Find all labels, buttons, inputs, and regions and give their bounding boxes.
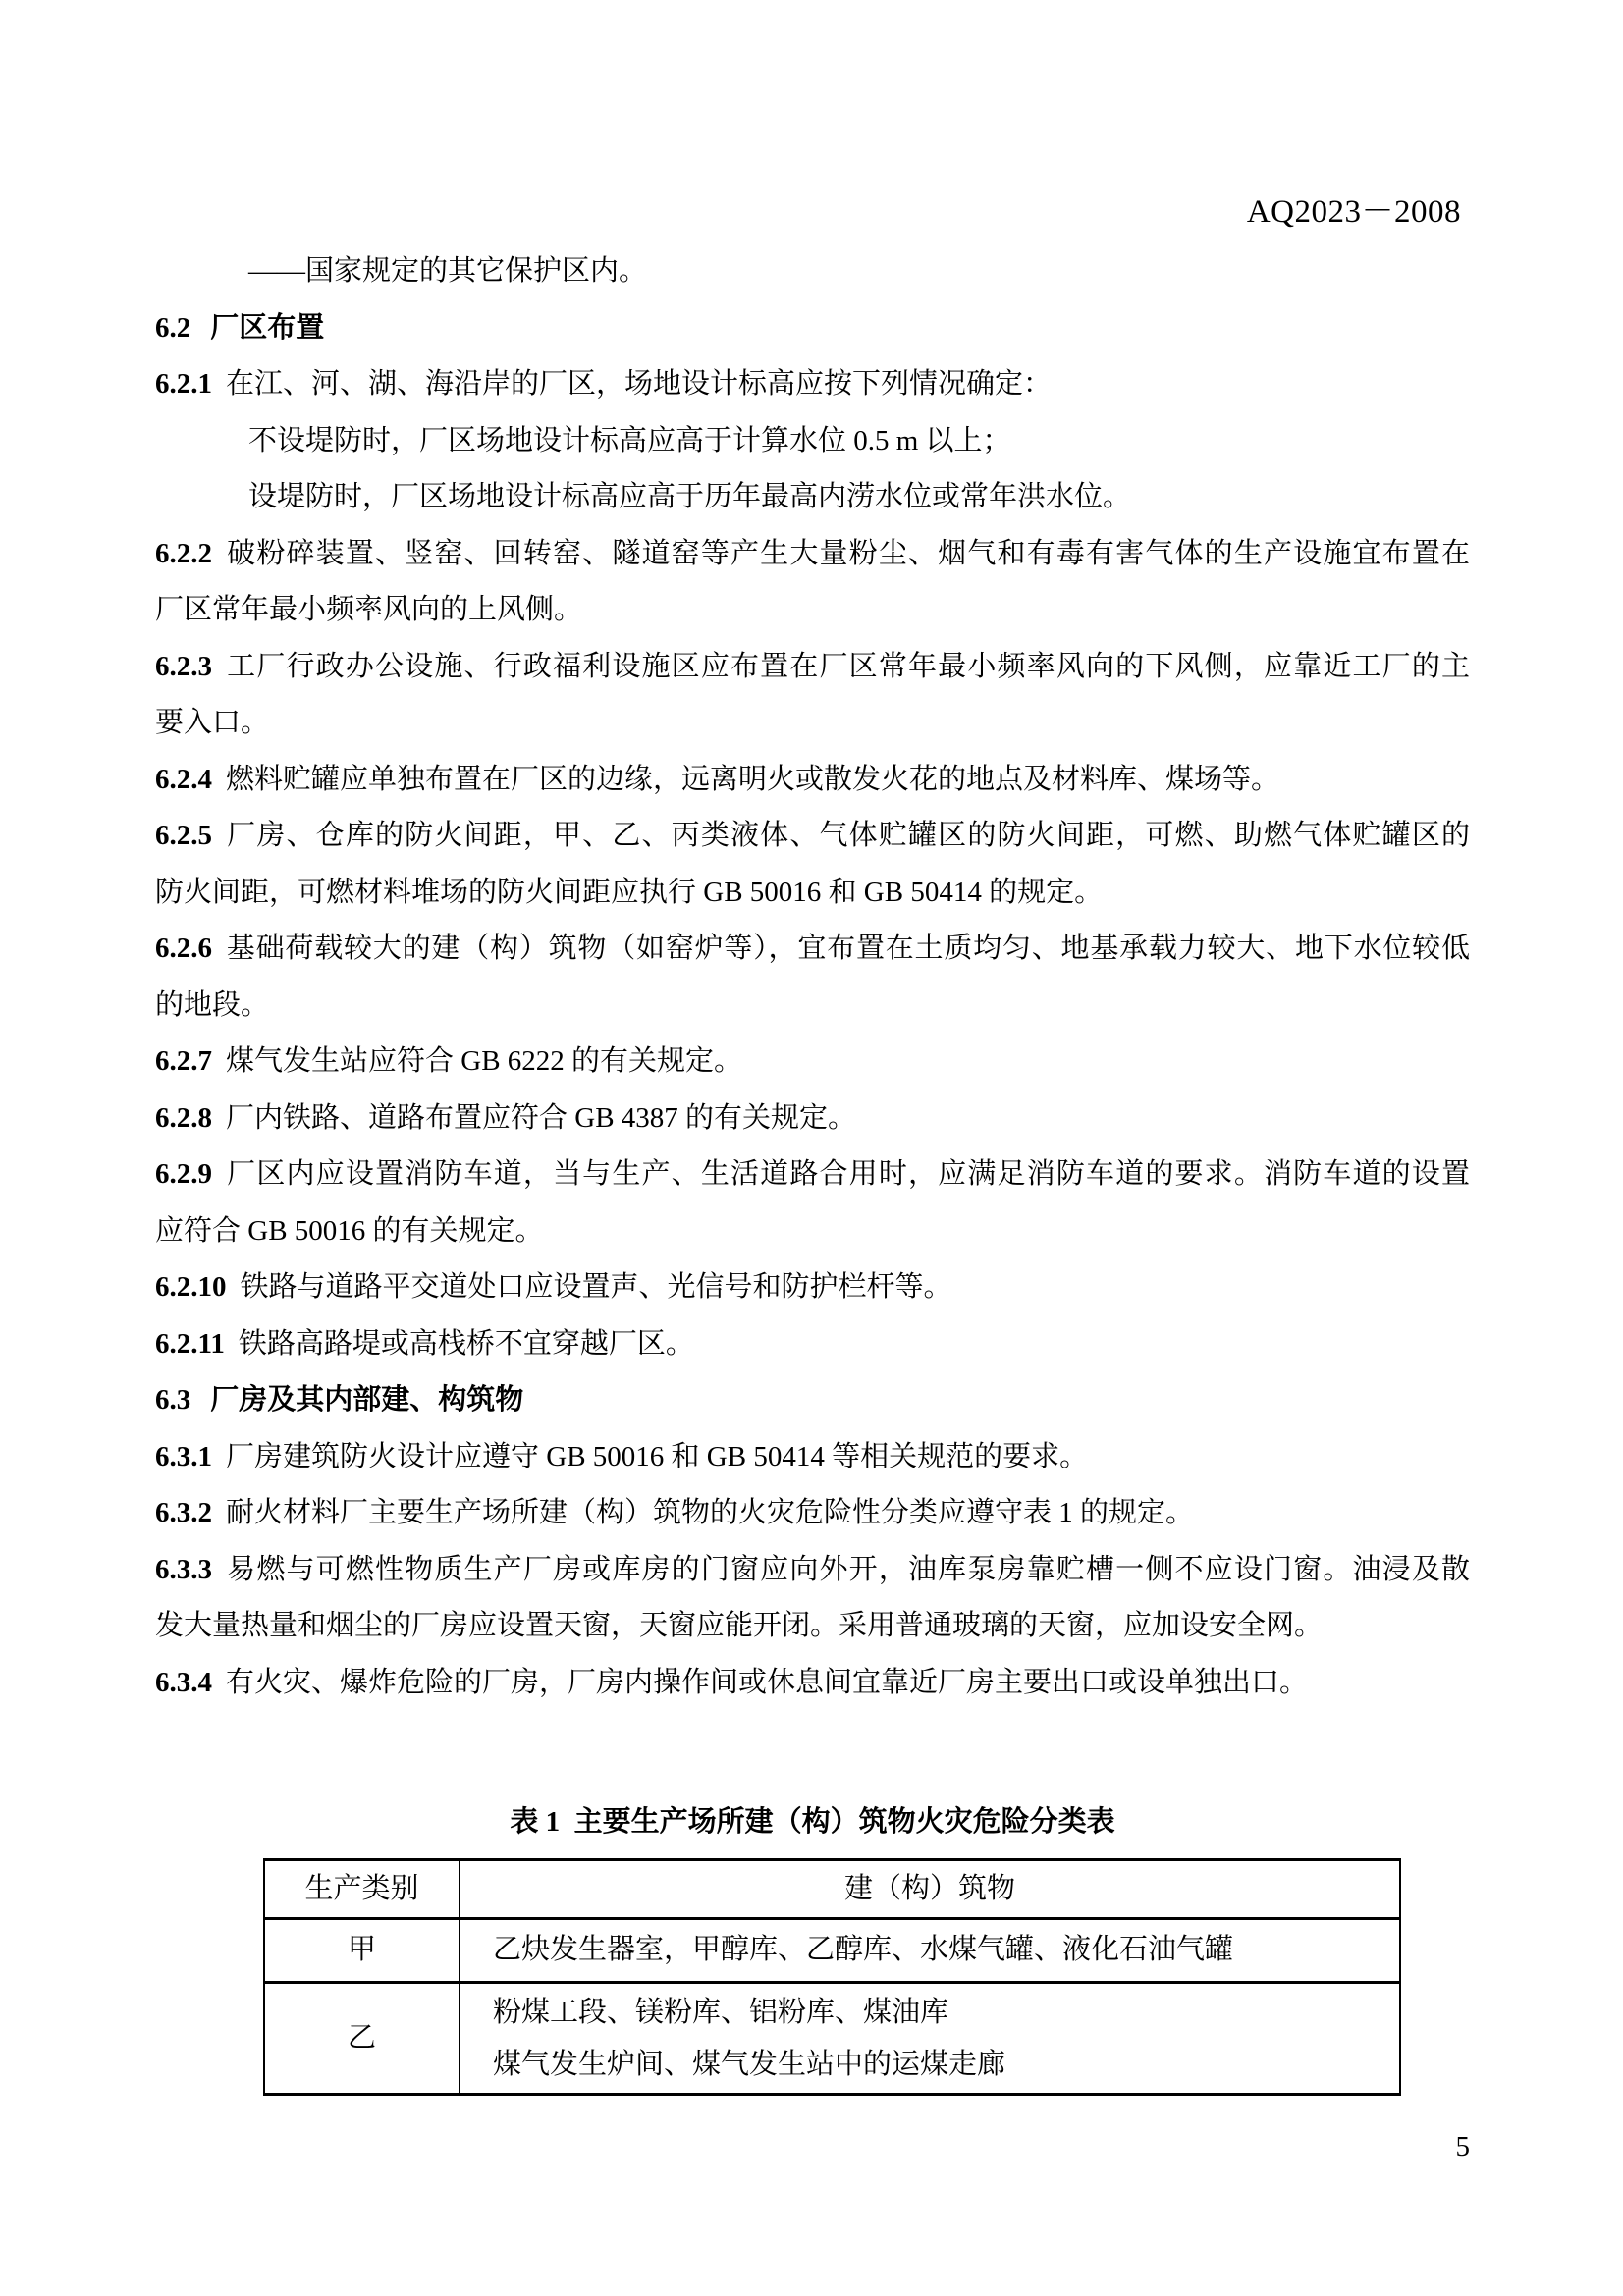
section-number: 6.2.11 — [155, 1327, 225, 1360]
buildings-line: 煤气发生炉间、煤气发生站中的运煤走廊 — [493, 2048, 1006, 2080]
text-lines-host — [155, 243, 1470, 1711]
column-header-category: 生产类别 — [264, 1859, 460, 1919]
text-line — [155, 243, 1470, 300]
line-text: 厂区内应设置消防车道，当与生产、生活道路合用时，应满足消防车道的要求。消防车道的设置 — [226, 1158, 1470, 1190]
section-number: 6.3.3 — [155, 1553, 212, 1585]
section-heading — [155, 1372, 1470, 1429]
line-text: 工厂行政办公设施、行政福利设施区应布置在厂区常年最小频率风向的下风侧，应靠近工厂的主 — [226, 650, 1470, 682]
section-number: 6.3.2 — [155, 1497, 212, 1528]
section-number: 6.3.4 — [155, 1666, 212, 1698]
section-number: 6.2.7 — [155, 1045, 212, 1077]
text-line — [155, 1259, 1470, 1316]
section-number: 6.2.5 — [155, 820, 212, 851]
text-line — [155, 1203, 1470, 1260]
text-line — [155, 1034, 1470, 1091]
line-text: 耐火材料厂主要生产场所建（构）筑物的火灾危险性分类应遵守表 1 的规定。 — [226, 1497, 1195, 1528]
text-line — [155, 978, 1470, 1035]
text-line — [155, 921, 1470, 978]
text-line — [155, 752, 1470, 809]
line-text: 有火灾、爆炸危险的厂房，厂房内操作间或休息间宜靠近厂房主要出口或设单独出口。 — [226, 1666, 1309, 1698]
table-row — [264, 1983, 1400, 2095]
fire-hazard-classification-table — [263, 1858, 1401, 2097]
section-number: 6.2.3 — [155, 650, 212, 682]
buildings-line: 粉煤工段、镁粉库、铝粉库、煤油库 — [493, 1996, 949, 2028]
section-heading — [155, 300, 1470, 357]
line-text: 设堤防时，厂区场地设计标高应高于历年最高内涝水位或常年洪水位。 — [248, 481, 1132, 512]
line-text: 燃料贮罐应单独布置在厂区的边缘，远离明火或散发火花的地点及材料库、煤场等。 — [226, 763, 1280, 795]
category-cell: 甲 — [264, 1919, 460, 1983]
section-number: 6.2.2 — [155, 537, 212, 569]
line-text: 厂区常年最小频率风向的上风侧。 — [155, 594, 583, 625]
text-line — [155, 1091, 1470, 1148]
line-text: 应符合 GB 50016 的有关规定。 — [155, 1214, 544, 1247]
buildings-cell — [460, 1983, 1400, 2095]
page-number: 5 — [1455, 2131, 1470, 2163]
section-number: 6.2.9 — [155, 1158, 212, 1190]
line-text: 厂区布置 — [210, 311, 325, 344]
column-header-buildings: 建（构）筑物 — [460, 1859, 1400, 1919]
text-line — [155, 808, 1470, 865]
line-text: 发大量热量和烟尘的厂房应设置天窗，天窗应能开闭。采用普通玻璃的天窗，应加设安全网。 — [155, 1610, 1324, 1641]
section-number: 6.3.1 — [155, 1440, 212, 1472]
text-line — [155, 1655, 1470, 1712]
text-line — [155, 1485, 1470, 1542]
text-line — [155, 356, 1470, 413]
line-text: 的地段。 — [155, 988, 270, 1021]
category-cell: 乙 — [264, 1983, 460, 2095]
line-text: 铁路高路堤或高栈桥不宜穿越厂区。 — [238, 1327, 694, 1360]
text-line — [155, 582, 1470, 639]
text-line — [155, 1598, 1470, 1655]
section-number: 6.2.4 — [155, 763, 212, 795]
line-text: ——国家规定的其它保护区内。 — [248, 255, 648, 287]
section-number: 6.3 — [155, 1384, 191, 1415]
text-line — [155, 1147, 1470, 1203]
text-line — [155, 639, 1470, 696]
line-text: 破粉碎装置、竖窑、回转窑、隧道窑等产生大量粉尘、烟气和有毒有害气体的生产设施宜布置在 — [226, 537, 1470, 569]
line-text: 防火间距，可燃材料堆场的防火间距应执行 GB 50016 和 GB 50414 的规定。 — [155, 876, 1104, 908]
text-line — [155, 865, 1470, 922]
section-number: 6.2.1 — [155, 368, 212, 400]
line-text: 厂房、仓库的防火间距，甲、乙、丙类液体、气体贮罐区的防火间距，可燃、助燃气体贮罐区的 — [226, 820, 1470, 851]
line-text: 在江、河、湖、海沿岸的厂区，场地设计标高应按下列情况确定： — [226, 368, 1053, 400]
table-header-row — [264, 1859, 1400, 1919]
text-line — [155, 526, 1470, 583]
line-text: 厂房及其内部建、构筑物 — [210, 1384, 524, 1415]
section-number: 6.2.8 — [155, 1101, 212, 1134]
line-text: 易燃与可燃性物质生产厂房或库房的门窗应向外开，油库泵房靠贮槽一侧不应设门窗。油浸及散 — [226, 1553, 1470, 1585]
buildings-cell: 乙炔发生器室，甲醇库、乙醇库、水煤气罐、液化石油气罐 — [460, 1919, 1400, 1983]
section-number: 6.2 — [155, 311, 191, 344]
standard-code-header: AQ2023－2008 — [1246, 194, 1461, 230]
text-line — [155, 469, 1470, 526]
line-text: 基础荷载较大的建（构）筑物（如窑炉等），宜布置在土质均匀、地基承载力较大、地下水位较低 — [226, 933, 1470, 964]
table-1-title: 表 1 主要生产场所建（构）筑物火灾危险分类表 — [510, 1806, 1115, 1838]
line-text: 厂内铁路、道路布置应符合 GB 4387 的有关规定。 — [226, 1101, 857, 1134]
table-row — [264, 1919, 1400, 1983]
line-text: 煤气发生站应符合 GB 6222 的有关规定。 — [226, 1045, 743, 1077]
section-number: 6.2.6 — [155, 933, 212, 964]
line-text: 要入口。 — [155, 707, 270, 738]
section-number: 6.2.10 — [155, 1271, 227, 1303]
text-line — [155, 413, 1470, 470]
text-line — [155, 695, 1470, 752]
text-line — [155, 1429, 1470, 1486]
line-text: 铁路与道路平交道处口应设置声、光信号和防护栏杆等。 — [240, 1271, 952, 1303]
text-line — [155, 1542, 1470, 1599]
line-text: 不设堤防时，厂区场地设计标高应高于计算水位 0.5 m 以上； — [248, 424, 1011, 456]
text-line — [155, 1316, 1470, 1373]
body-text — [155, 243, 1470, 2096]
line-text: 厂房建筑防火设计应遵守 GB 50016 和 GB 50414 等相关规范的要求。 — [226, 1440, 1089, 1472]
